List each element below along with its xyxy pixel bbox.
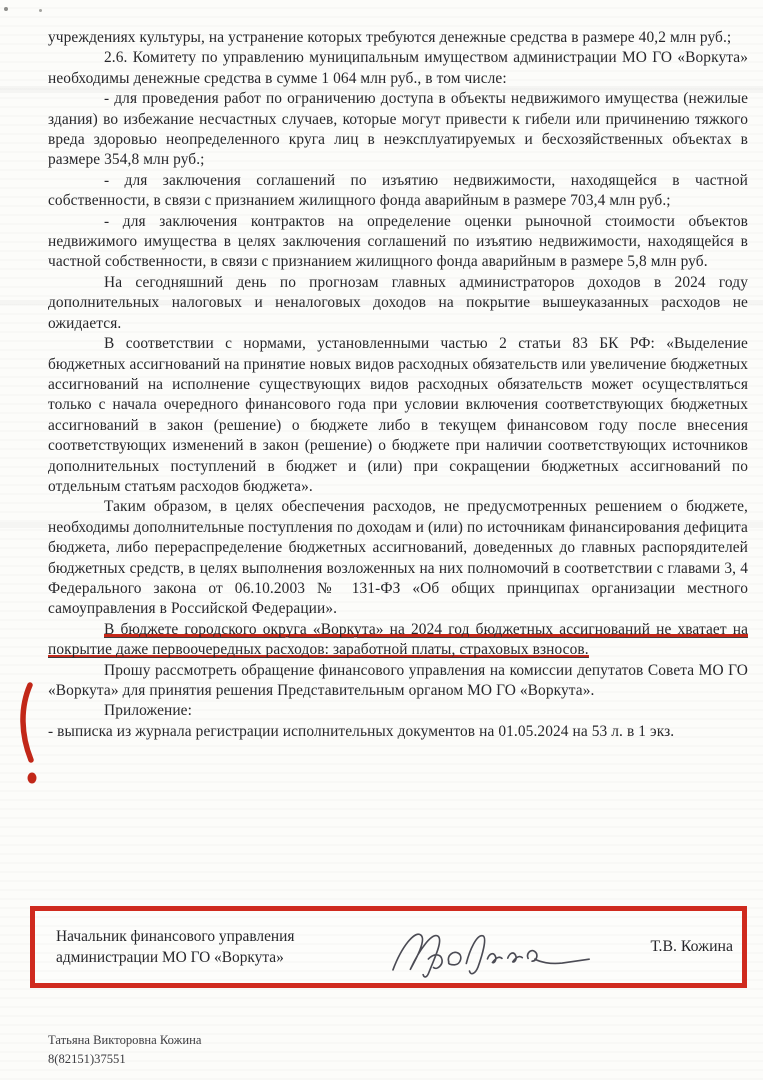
signatory-position	[56, 926, 341, 968]
scan-speck	[4, 7, 8, 11]
body-paragraph: Таким образом, в целях обеспечения расходов, не предусмотренных решением о бюджете, необходимы дополнительные поступления по доходам и (или) по источникам финансирования дефицита бюджета, либо перераспределение бюджетных ассигнований, доведенных до главных распорядителей бюджетных средств, в целях выполнения возложенных на них полномочий в соответствии с главами 3, 4 Федерального закона от 06.10.2003 № 131-ФЗ «Об общих принципах организации местного самоуправления в Российской Федерации».	[48, 498, 748, 618]
body-paragraph-list-item: - для заключения контрактов на определение оценки рыночной стоимости объектов недвижимого имущества в целях заключения соглашений по изъятию недвижимости, находящейся в частной собственности, в связи с признанием жилищного фонда аварийным в размере 5,8 млн руб.	[48, 212, 748, 271]
attachment-item: - выписка из журнала регистрации исполнительных документов на 01.05.2024 на 53 л. в 1 экз.	[48, 722, 675, 740]
handwritten-signature-icon	[378, 916, 605, 984]
body-paragraph: учреждениях культуры, на устранение которых требуются денежные средства в размере 40,2 млн руб.;	[48, 29, 732, 46]
executor-phone: 8(82151)37551	[48, 1051, 126, 1066]
body-paragraph-list-item: - для проведения работ по ограничению доступа в объекты недвижимого имущества (нежилые здания) во избежание несчастных случаев, которые могут привести к гибели или причинению тяжкого вреда здоровью неопределенного круга лиц в неэксплуатируемых и бесхозяйственных объектах в размере 354,8 млн руб.;	[48, 90, 748, 169]
signature-block-red-box	[30, 906, 747, 988]
body-paragraph-list-item: - для заключения соглашений по изъятию недвижимости, находящейся в частной собственности, в связи с признанием жилищного фонда аварийным в размере 703,4 млн руб.;	[48, 171, 748, 210]
key-sentence-red-underlined: В бюджете городского округа «Воркута» на 2024 год бюджетных ассигнований не хватает на покрытие даже первоочередных расходов: заработной платы, страховых взносов.	[48, 620, 748, 659]
signatory-position-line1: Начальник финансового управления	[56, 928, 295, 945]
body-paragraph-request: Прошу рассмотреть обращение финансового управления на комиссии депутатов Совета МО ГО «Воркута» для принятия решения Представительным органом МО ГО «Воркута».	[48, 661, 748, 699]
body-paragraph-quote-bk-rf: В соответствии с нормами, установленными частью 2 статьи 83 БК РФ: «Выделение бюджетных ассигнований на принятие новых видов расходных обязательств или увеличение бюджетных ассигнований на исполнение существующих видов расходных обязательств может осуществляться только с начала очередного финансового года при условии включения соответствующих бюджетных ассигнований в закон (решение) о бюджете либо в текущем финансовом году после внесения соответствующих изменений в закон (решение) о бюджете при наличии соответствующих источников дополнительных поступлений в бюджет и (или) при сокращении бюджетных ассигнований по отдельным статьям расходов бюджета».	[48, 335, 748, 495]
signatory-position-line2: администрации МО ГО «Воркута»	[56, 949, 284, 966]
red-margin-stroke-icon	[11, 678, 53, 796]
letter-body	[48, 28, 748, 742]
signatory-name: Т.В. Кожина	[650, 938, 733, 955]
body-paragraph: На сегодняшний день по прогнозам главных администраторов доходов в 2024 году дополнительных налоговых и неналоговых доходов на покрытие вышеуказанных расходов не ожидается.	[48, 273, 748, 332]
executor-name: Татьяна Викторовна Кожина	[48, 1033, 202, 1047]
scan-speck	[39, 9, 42, 12]
executor-contact	[48, 1031, 201, 1068]
body-paragraph-2-6: 2.6. Комитету по управлению муниципальным имуществом администрации МО ГО «Воркута» необходимы денежные средства в сумме 1 064 млн руб., в том числе:	[48, 49, 748, 87]
highlighted-paragraph	[48, 620, 748, 661]
attachments-heading: Приложение:	[104, 702, 192, 720]
